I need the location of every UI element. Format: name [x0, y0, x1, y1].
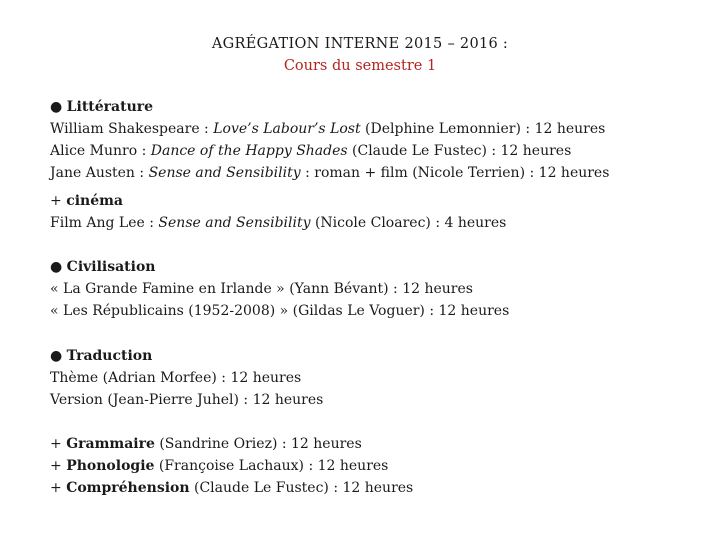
item-title: Phonologie [66, 458, 155, 474]
list-item [50, 455, 413, 477]
item-author: William Shakespeare : [50, 121, 214, 137]
plus-icon: + [50, 480, 62, 496]
plus-icon: + [50, 458, 62, 474]
bullet-icon: ● [50, 99, 63, 115]
item-author: Alice Munro : [50, 143, 151, 159]
page-subtitle: Cours du semestre 1 [283, 58, 437, 74]
item-details: (Nicole Cloarec) : 4 heures [310, 215, 507, 231]
list-item [50, 118, 609, 140]
list-item: « La Grande Famine en Irlande » (Yann Bévant) : 12 heures [50, 281, 473, 297]
section-title: Littérature [66, 99, 154, 115]
section-heading [50, 345, 323, 367]
item-details: (Françoise Lachaux) : 12 heures [154, 458, 389, 474]
list-item: « Les Républicains (1952-2008) » (Gildas Le Voguer) : 12 heures [50, 303, 510, 319]
list-item [50, 477, 413, 499]
item-author: Film Ang Lee : [50, 215, 159, 231]
item-work: Dance of the Happy Shades [150, 143, 348, 159]
section-heading [50, 190, 506, 212]
item-details: (Delphine Lemonnier) : 12 heures [360, 121, 606, 137]
section-title: Traduction [66, 348, 153, 364]
item-author: Jane Austen : [50, 165, 149, 181]
plus-icon: + [50, 436, 62, 452]
list-item: Thème (Adrian Morfee) : 12 heures [50, 370, 302, 386]
section-linguistique [50, 433, 413, 499]
section-litterature [50, 96, 609, 184]
list-item [50, 140, 609, 162]
section-title: cinéma [66, 193, 124, 209]
item-work: Sense and Sensibility [148, 165, 301, 181]
item-title: Grammaire [66, 436, 155, 452]
bullet-icon: ● [50, 348, 63, 364]
item-details: (Sandrine Oriez) : 12 heures [154, 436, 362, 452]
item-details: (Claude Le Fustec) : 12 heures [347, 143, 572, 159]
section-traduction [50, 345, 323, 411]
list-item [50, 433, 413, 455]
item-work: Love’s Labour’s Lost [213, 121, 361, 137]
item-details: (Claude Le Fustec) : 12 heures [189, 480, 414, 496]
page-title: AGRÉGATION INTERNE 2015 – 2016 : [211, 36, 509, 52]
item-details: : roman + film (Nicole Terrien) : 12 heures [300, 165, 610, 181]
section-heading [50, 256, 509, 278]
section-heading [50, 96, 609, 118]
list-item: Version (Jean-Pierre Juhel) : 12 heures [50, 392, 324, 408]
section-title: Civilisation [66, 259, 156, 275]
list-item [50, 162, 609, 184]
list-item [50, 212, 506, 234]
bullet-icon: ● [50, 259, 63, 275]
item-title: Compréhension [66, 480, 190, 496]
section-cinema [50, 190, 506, 234]
section-civilisation [50, 256, 509, 322]
plus-icon: + [50, 193, 62, 209]
item-work: Sense and Sensibility [158, 215, 311, 231]
